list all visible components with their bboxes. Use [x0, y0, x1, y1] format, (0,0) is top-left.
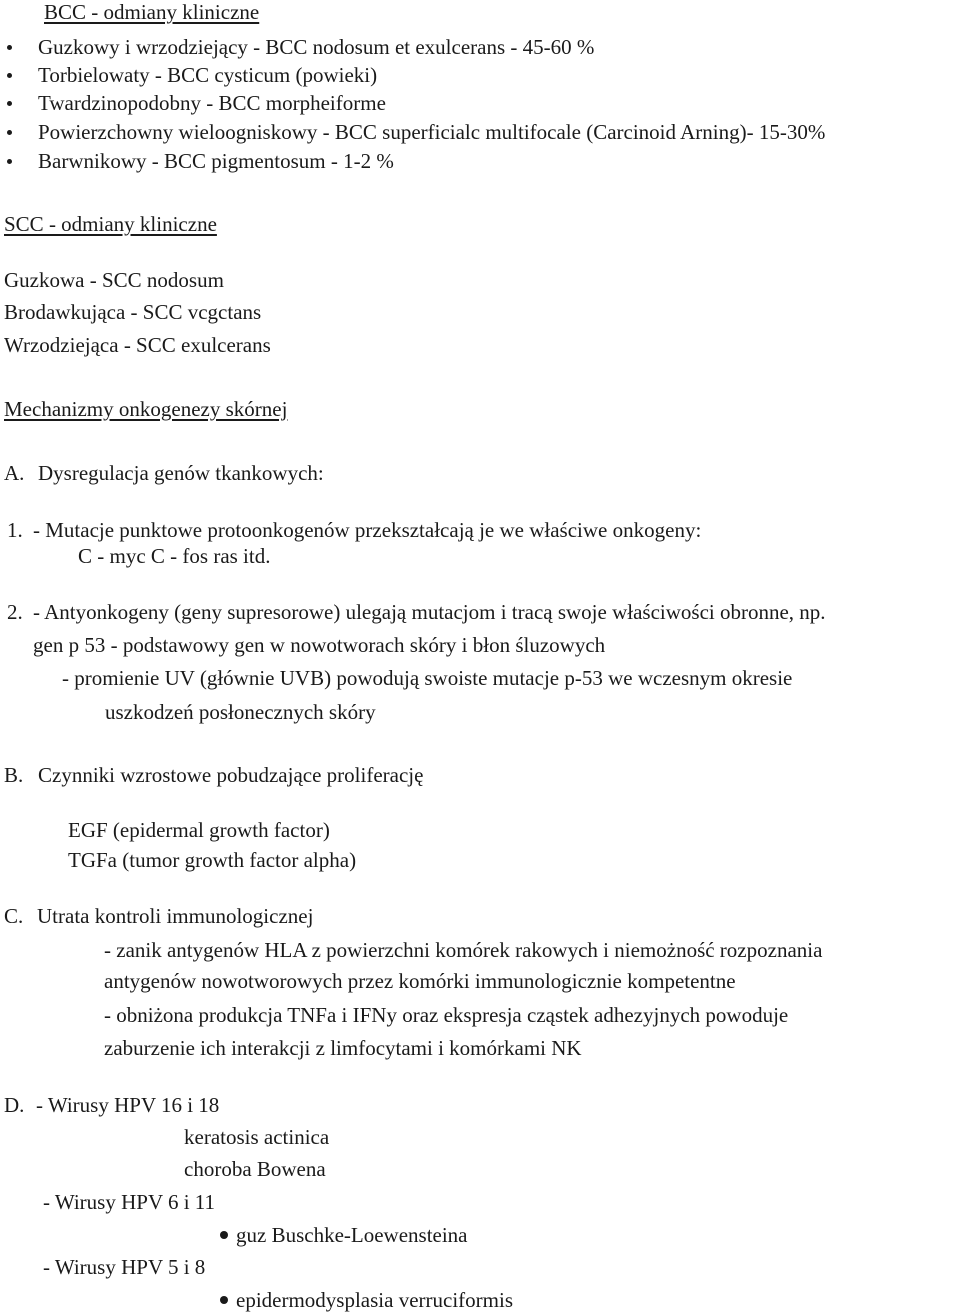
- factor-line: EGF (epidermal growth factor): [68, 818, 330, 842]
- point-text-line: uszkodzeń posłonecznych skóry: [105, 700, 376, 724]
- scc-item: Guzkowa - SCC nodosum: [4, 268, 224, 292]
- section-b-label: B.: [4, 763, 24, 787]
- section-c-line: zaburzenie ich interakcji z limfocytami i komórkami NK: [104, 1036, 582, 1060]
- hpv-item: epidermodysplasia verruciformis: [236, 1288, 513, 1312]
- point-text-line: gen p 53 - podstawowy gen w nowotworach skóry i błon śluzowych: [33, 633, 606, 657]
- hpv-item: guz Buschke-Loewensteina: [236, 1223, 468, 1247]
- point-number: 2.: [7, 600, 23, 624]
- bullet-icon: [7, 45, 12, 50]
- point-text: - Mutacje punktowe protoonkogenów przekształcają je we właściwe onkogeny:: [33, 518, 702, 542]
- bcc-item: Barwnikowy - BCC pigmentosum - 1-2 %: [38, 149, 394, 173]
- bullet-icon: [7, 73, 12, 78]
- section-c-line: - zanik antygenów HLA z powierzchni komórek rakowych i niemożność rozpoznania: [104, 938, 823, 962]
- section-a-title: Dysregulacja genów tkankowych:: [38, 461, 324, 485]
- point-text-line: - promienie UV (głównie UVB) powodują swoiste mutacje p-53 we wczesnym okresie: [62, 666, 793, 690]
- bullet-icon: [220, 1296, 228, 1304]
- bullet-icon: [220, 1231, 228, 1239]
- section-d-line: keratosis actinica: [184, 1125, 330, 1149]
- bullet-icon: [7, 101, 12, 106]
- bullet-icon: [7, 159, 12, 164]
- section-d-title: - Wirusy HPV 16 i 18: [36, 1093, 220, 1117]
- point-text: - Antyonkogeny (geny supresorowe) ulegają mutacjom i tracą swoje właściwości obronne, np.: [33, 600, 826, 624]
- section-c-label: C.: [4, 904, 24, 928]
- mechanisms-heading: Mechanizmy onkogenezy skórnej: [4, 397, 288, 421]
- point-number: 1.: [7, 518, 23, 542]
- bcc-item: Torbielowaty - BCC cysticum (powieki): [38, 63, 378, 87]
- section-c-line: - obniżona produkcja TNFa i IFNy oraz ekspresja cząstek adhezyjnych powoduje: [104, 1003, 789, 1027]
- bcc-heading: BCC - odmiany kliniczne: [44, 0, 260, 24]
- point-subtext: C - myc C - fos ras itd.: [78, 544, 271, 568]
- section-a-label: A.: [4, 461, 25, 485]
- bcc-item: Guzkowy i wrzodziejący - BCC nodosum et exulcerans - 45-60 %: [38, 35, 595, 59]
- section-c-title: Utrata kontroli immunologicznej: [37, 904, 314, 928]
- scc-item: Brodawkująca - SCC vcgctans: [4, 300, 262, 324]
- hpv-group: - Wirusy HPV 6 i 11: [43, 1190, 216, 1214]
- hpv-group: - Wirusy HPV 5 i 8: [43, 1255, 206, 1279]
- section-d-label: D.: [4, 1093, 25, 1117]
- bullet-icon: [7, 130, 12, 135]
- scc-item: Wrzodziejąca - SCC exulcerans: [4, 333, 271, 357]
- bcc-item: Twardzinopodobny - BCC morpheiforme: [38, 91, 386, 115]
- factor-line: TGFa (tumor growth factor alpha): [68, 848, 357, 872]
- scc-heading: SCC - odmiany kliniczne: [4, 212, 217, 236]
- section-c-line: antygenów nowotworowych przez komórki immunologicznie kompetentne: [104, 969, 736, 993]
- section-b-title: Czynniki wzrostowe pobudzające proliferację: [38, 763, 424, 787]
- bcc-item: Powierzchowny wieloogniskowy - BCC superficialc multifocale (Carcinoid Arning)- 15-30%: [38, 120, 826, 144]
- section-d-line: choroba Bowena: [184, 1157, 326, 1181]
